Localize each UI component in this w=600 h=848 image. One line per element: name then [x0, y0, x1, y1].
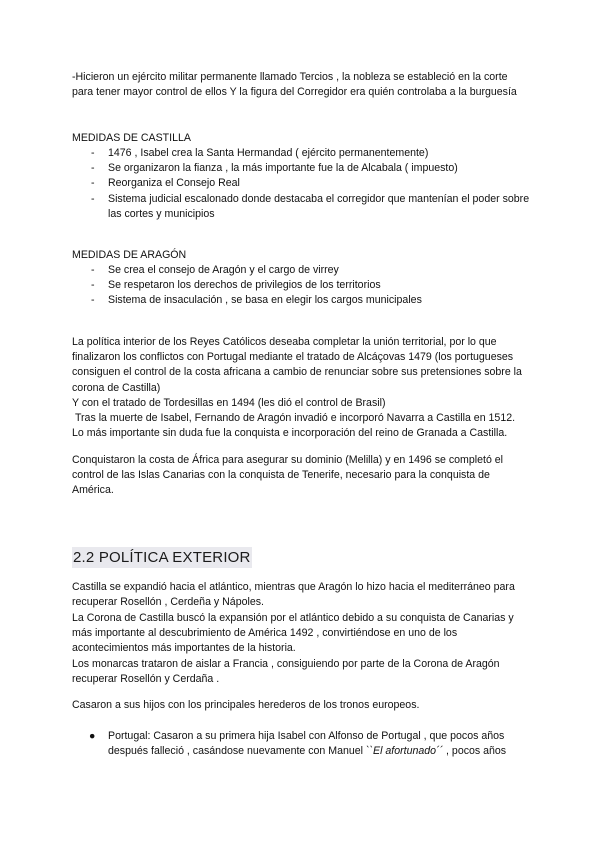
exterior-paragraph-3: Los monarcas trataron de aislar a Francia , consiguiendo por parte de la Corona de Aragón recuperar Rosellón y Cerdaña .: [72, 658, 500, 686]
exterior-paragraph-4: Casaron a sus hijos con los principales herederos de los tronos europeos.: [72, 699, 420, 711]
list-item: - Se respetaron los derechos de privilegios de los territorios: [91, 279, 381, 292]
interior-paragraph-1: La política interior de los Reyes Católicos deseaba completar la unión territorial, por lo que finalizaron los conflictos con Portugal mediante el tratado de Alcáçovas 1479 (los portugueses consiguen el control de la costa africana a cambio de renunciar sobre sus pretensiones sobre la corona de Castilla): [72, 336, 522, 394]
list-item: - Sistema de insaculación , se basa en elegir los cargos municipales: [91, 294, 422, 307]
section-title-politica-exterior: 2.2 POLÍTICA EXTERIOR: [73, 549, 251, 566]
exterior-paragraph-2: La Corona de Castilla buscó la expansión por el atlántico debido a su conquista de Canarias y más importante al descubrimiento de América 1492 , convirtiéndose en uno de los acontecimientos más importantes de la historia.: [72, 612, 514, 655]
list-item: - Se organizaron la fianza , la más importante fue la de Alcabala ( impuesto): [91, 162, 458, 175]
exterior-paragraph-1: Castilla se expandió hacia el atlántico, mientras que Aragón lo hizo hacia el mediterráneo para recuperar Rosellón , Cerdeña y Nápoles.: [72, 581, 515, 609]
list-item-portugal: ● Portugal: Casaron a su primera hija Isabel con Alfonso de Portugal , que pocos años después falleció , casándose nuevamente con Manuel ``El afortunado´´ , pocos años: [89, 730, 507, 758]
interior-paragraph-4: Conquistaron la costa de África para asegurar su dominio (Melilla) y en 1496 se completó el control de las Islas Canarias con la conquista de Tenerife, necesario para la conquista de América.: [72, 454, 504, 497]
marriages-list: [72, 729, 532, 759]
castilla-list: [72, 146, 532, 222]
list-item: - 1476 , Isabel crea la Santa Hermandad ( ejército permanentemente): [91, 147, 429, 159]
interior-paragraph-3: Tras la muerte de Isabel, Fernando de Aragón invadió e incorporó Navarra a Castilla en 1512. Lo más importante sin duda fue la conquista e incorporación del reino de Granada a Castilla.: [72, 412, 518, 440]
interior-paragraph-2: Y con el tratado de Tordesillas en 1494 (les dió el control de Brasil): [72, 397, 386, 409]
list-item: - Se crea el consejo de Aragón y el cargo de virrey: [91, 264, 339, 276]
list-item: - Sistema judicial escalonado donde destacaba el corregidor que mantenían el poder sobre las cortes y municipios: [91, 192, 530, 220]
list-item: - Reorganiza el Consejo Real: [91, 177, 240, 190]
castilla-heading: MEDIDAS DE CASTILLA: [72, 132, 191, 144]
bullet-icon: ●: [89, 730, 96, 742]
aragon-heading: MEDIDAS DE ARAGÓN: [72, 249, 187, 261]
aragon-list: [72, 263, 532, 309]
intro-paragraph: -Hicieron un ejército militar permanente llamado Tercios , la nobleza se estableció en la corte para tener mayor control de ellos Y la figura del Corregidor era quién controlaba a la burguesía: [72, 71, 517, 99]
